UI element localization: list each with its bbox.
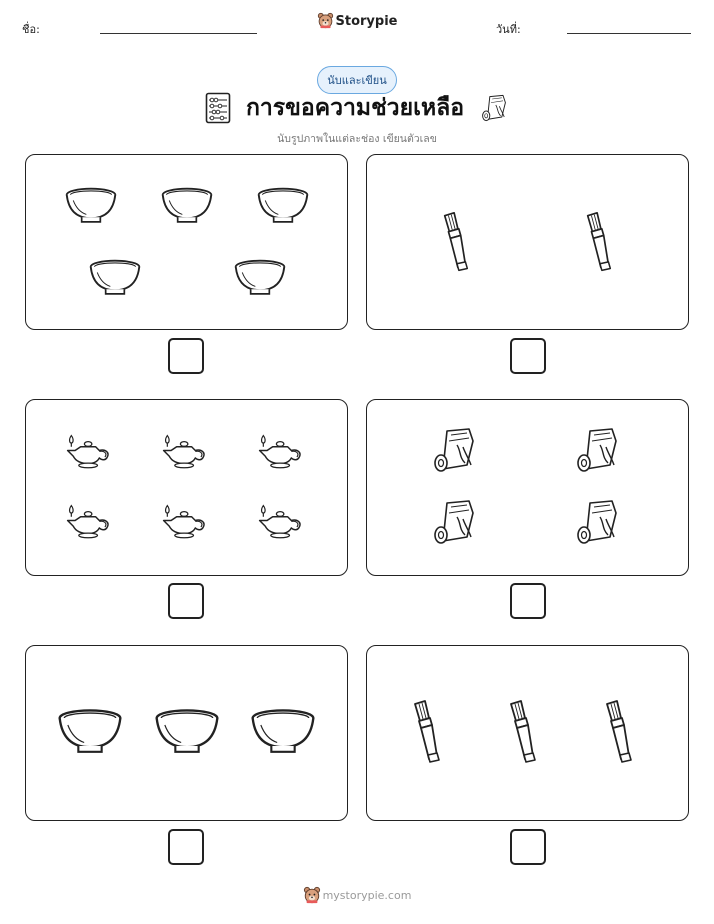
answer-box-3[interactable] xyxy=(168,583,204,619)
bowl-icon xyxy=(87,257,143,299)
bowl-icon xyxy=(63,185,119,227)
bowl-icon xyxy=(232,257,288,299)
scroll-icon xyxy=(429,425,479,475)
counting-panel-1 xyxy=(25,154,348,330)
oil-lamp-icon xyxy=(62,428,118,473)
category-badge: นับและเขียน xyxy=(317,66,397,94)
oil-lamp-icon xyxy=(158,498,214,543)
brand-logo xyxy=(0,12,714,29)
scroll-icon xyxy=(572,497,622,547)
bowl-icon xyxy=(255,185,311,227)
bowl-icon xyxy=(152,706,222,758)
abacus-icon xyxy=(205,92,231,124)
counting-panel-2 xyxy=(366,154,689,330)
chisel-icon xyxy=(580,210,618,276)
storypie-bear-logo xyxy=(317,12,334,29)
scroll-icon xyxy=(572,425,622,475)
counting-panel-6 xyxy=(366,645,689,821)
title-row xyxy=(0,90,714,126)
footer-url[interactable]: mystorypie.com xyxy=(322,889,412,902)
name-line[interactable] xyxy=(100,33,257,34)
brand-name: Storypie xyxy=(335,14,398,29)
answer-box-6[interactable] xyxy=(510,829,546,865)
answer-box-5[interactable] xyxy=(168,829,204,865)
answer-box-4[interactable] xyxy=(510,583,546,619)
answer-box-2[interactable] xyxy=(510,338,546,374)
counting-panel-4 xyxy=(366,399,689,576)
chisel-icon xyxy=(407,698,447,768)
oil-lamp-icon xyxy=(254,498,310,543)
answer-box-1[interactable] xyxy=(168,338,204,374)
chisel-icon xyxy=(437,210,475,276)
bowl-icon xyxy=(248,706,318,758)
instructions: นับรูปภาพในแต่ละช่อง เขียนตัวเลข xyxy=(277,133,437,145)
bowl-icon xyxy=(55,706,125,758)
scroll-icon xyxy=(429,497,479,547)
oil-lamp-icon xyxy=(254,428,310,473)
date-line[interactable] xyxy=(567,33,691,34)
chisel-icon xyxy=(599,698,639,768)
oil-lamp-icon xyxy=(62,498,118,543)
chisel-icon xyxy=(503,698,543,768)
date-label: วันที่: xyxy=(496,23,521,36)
oil-lamp-icon xyxy=(158,428,214,473)
page-title: การขอความช่วยเหลือ xyxy=(245,95,465,121)
scroll-icon xyxy=(479,93,509,123)
counting-panel-5 xyxy=(25,645,348,821)
bowl-icon xyxy=(159,185,215,227)
counting-panel-3 xyxy=(25,399,348,576)
footer xyxy=(0,886,714,904)
storypie-bear-logo xyxy=(303,886,321,904)
name-label: ชื่อ: xyxy=(22,23,40,36)
